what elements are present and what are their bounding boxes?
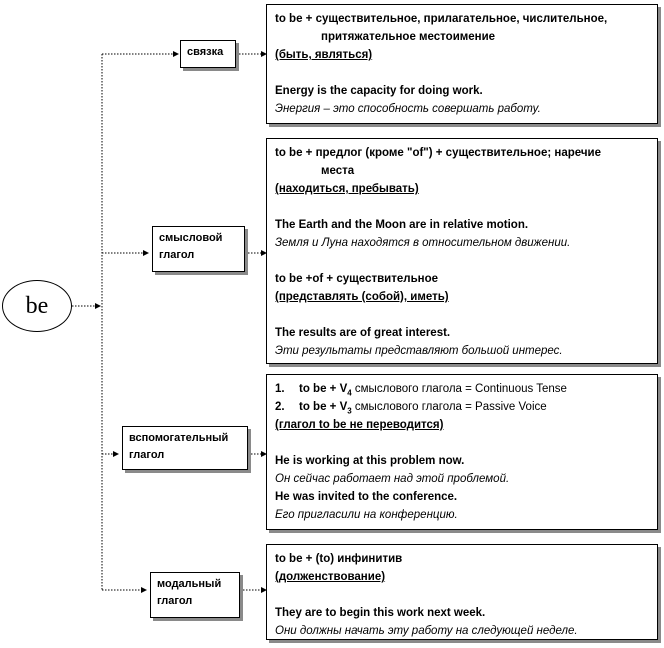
example-en: The results are of great interest.	[275, 327, 451, 339]
panel-vspomog	[266, 374, 658, 530]
panel-svyazka	[266, 4, 658, 124]
rule-text: to be + предлог (кроме "of") + существительное; наречие	[275, 147, 601, 159]
rule-text: to be + (to) инфинитив	[275, 553, 403, 565]
list-item	[275, 380, 649, 398]
example-en: Energy is the capacity for doing work.	[275, 85, 483, 97]
list-text: to be + V	[299, 401, 348, 413]
category-label: связка	[187, 46, 224, 58]
example-ru: Он сейчас работает над этой проблемой.	[275, 473, 510, 485]
example-ru: Его пригласили на конференцию.	[275, 509, 458, 521]
category-label: вспомогательный	[129, 432, 229, 444]
panel-modal	[266, 544, 658, 640]
category-label: глагол	[129, 449, 165, 461]
category-label: глагол	[159, 249, 195, 261]
meaning-text: (быть, являться)	[275, 49, 373, 61]
list-subscript: 3	[347, 406, 352, 416]
list-text: смыслового глагола = Passive Voice	[351, 401, 547, 413]
category-label: глагол	[157, 595, 193, 607]
note-text: (глагол to be не переводится)	[275, 419, 444, 431]
example-ru: Земля и Луна находятся в относительном движении.	[275, 237, 571, 249]
meaning-text: (находиться, пребывать)	[275, 183, 419, 195]
panel-smyslovoy	[266, 138, 658, 364]
list-number: 2.	[275, 401, 285, 413]
be-oval	[2, 280, 72, 332]
example-en: He is working at this problem now.	[275, 455, 465, 467]
list-text: to be + V	[299, 383, 348, 395]
list-item	[275, 398, 649, 416]
rule-text-cont: места	[321, 165, 355, 177]
category-box-vspomog	[122, 426, 248, 470]
example-en: The Earth and the Moon are in relative motion.	[275, 219, 529, 231]
category-box-smyslovoy	[152, 226, 245, 272]
category-box-svyazka	[180, 40, 236, 68]
example-en: He was invited to the conference.	[275, 491, 458, 503]
list-subscript: 4	[347, 388, 352, 398]
list-text: смыслового глагола = Continuous Tense	[351, 383, 567, 395]
category-label: модальный	[157, 578, 222, 590]
example-ru: Энергия – это способность совершать работу.	[275, 103, 541, 115]
be-label: be	[25, 292, 49, 319]
list-number: 1.	[275, 383, 285, 395]
rule-text-cont: притяжательное местоимение	[321, 31, 496, 43]
rule-text: to be +of + существительное	[275, 273, 439, 285]
category-box-modal	[150, 572, 240, 618]
example-ru: Они должны начать эту работу на следующей неделе.	[275, 625, 578, 637]
category-label: смысловой	[159, 232, 223, 244]
meaning-text: (долженствование)	[275, 571, 386, 583]
rule-text: to be + существительное, прилагательное, числительное,	[275, 13, 608, 25]
meaning-text: (представлять (собой), иметь)	[275, 291, 449, 303]
example-en: They are to begin this work next week.	[275, 607, 486, 619]
example-ru: Эти результаты представляют большой интерес.	[275, 345, 563, 357]
